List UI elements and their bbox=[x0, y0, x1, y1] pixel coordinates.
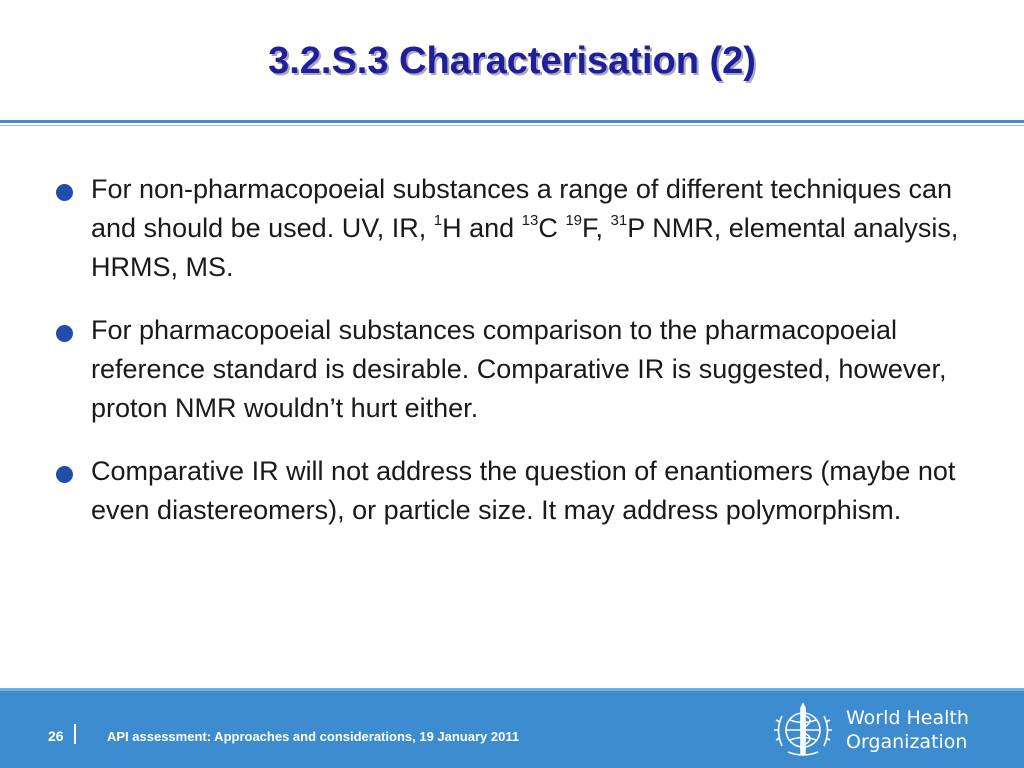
footer-text: API assessment: Approaches and considerations, 19 January 2011 bbox=[107, 729, 520, 744]
org-line-1: World Health bbox=[846, 707, 969, 729]
bullet-item-1 bbox=[0, 170, 1024, 287]
org-line-2: Organization bbox=[846, 731, 968, 753]
bullet-text-1: For non-pharmacopoeial substances a range of different techniques can and should be used. UV, IR, $^1$H and $^{13}$C $^{19}$F, $^{31}$P NMR, elemental analysis, HRMS, MS. bbox=[91, 174, 959, 282]
who-emblem-icon bbox=[770, 700, 836, 762]
organization-name bbox=[846, 706, 969, 754]
bullet-dot-icon bbox=[56, 184, 73, 201]
bullet-text-3: Comparative IR will not address the question of enantiomers (maybe not even diastereomers), or particle size. It may address polymorphism. bbox=[91, 456, 956, 525]
title-divider-thin bbox=[0, 125, 1024, 126]
footer-separator bbox=[74, 724, 76, 744]
bullet-item-3 bbox=[0, 452, 1024, 530]
page-number: 26 bbox=[48, 728, 64, 744]
bullet-text-2: For pharmacopoeial substances comparison to the pharmacopoeial reference standard is desirable. Comparative IR is suggested, however, proton NMR wouldn’t hurt either. bbox=[91, 315, 947, 423]
bullet-dot-icon bbox=[56, 325, 73, 342]
bullet-item-2 bbox=[0, 311, 1024, 428]
title-divider bbox=[0, 120, 1024, 123]
footer-bar-highlight bbox=[0, 688, 1024, 691]
slide-title: 3.2.S.3 Characterisation (2) bbox=[268, 40, 756, 82]
bullet-dot-icon bbox=[56, 466, 73, 483]
bullet-list bbox=[0, 170, 1024, 554]
